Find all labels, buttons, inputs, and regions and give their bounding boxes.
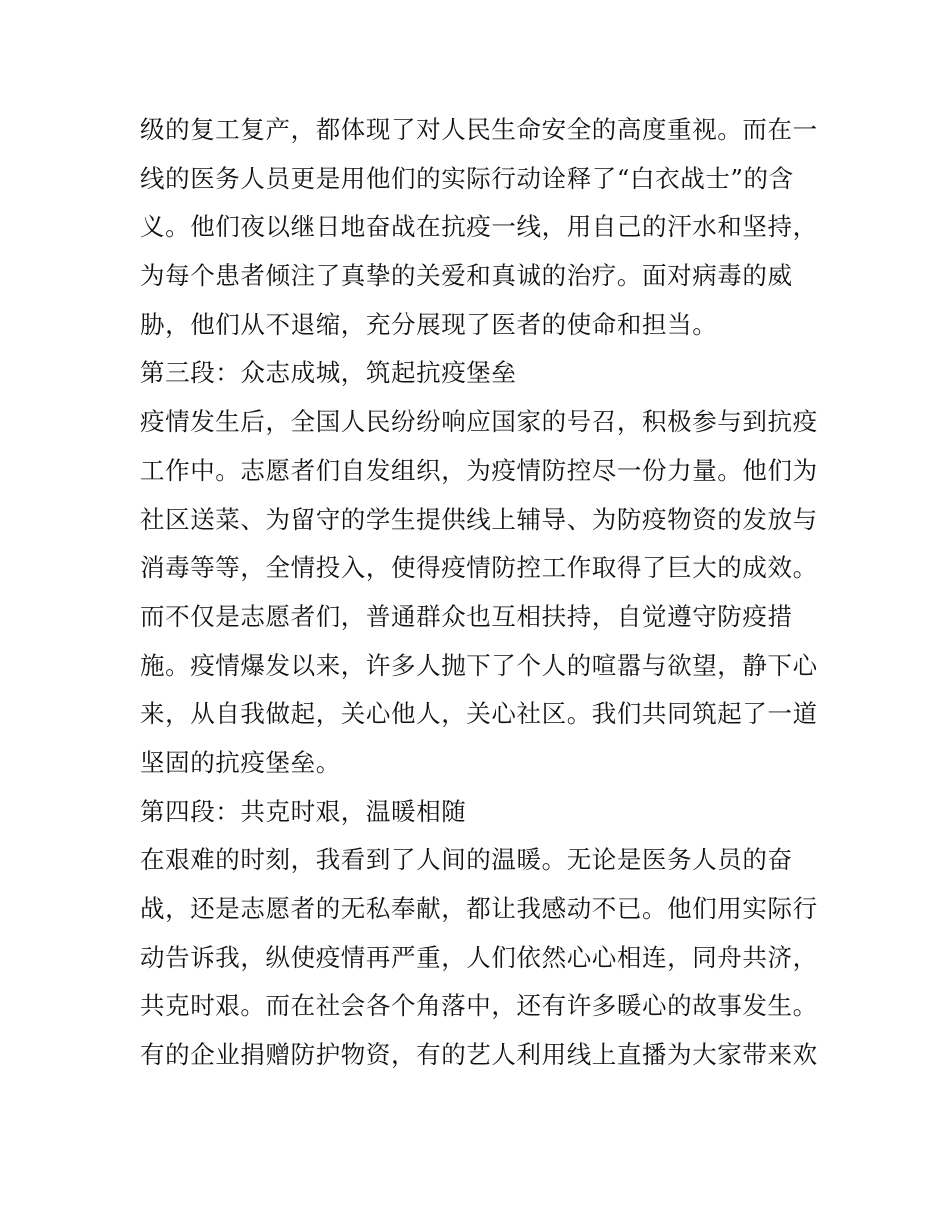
text-line: 社区送菜、为留守的学生提供线上辅导、为防疫物资的发放与 <box>140 504 818 534</box>
text-line: 共克时艰。而在社会各个角落中，还有许多暖心的故事发生。 <box>140 991 818 1021</box>
text-line: 疫情发生后，全国人民纷纷响应国家的号召，积极参与到抗疫 <box>140 407 818 437</box>
text-line: 坚固的抗疫堡垒。 <box>140 747 341 777</box>
text-line: 来，从自我做起，关心他人，关心社区。我们共同筑起了一道 <box>140 699 818 729</box>
section-heading: 第三段：众志成城，筑起抗疫堡垒 <box>140 358 517 388</box>
text-line: 而不仅是志愿者们，普通群众也互相扶持，自觉遵守防疫措 <box>140 601 793 631</box>
text-line: 消毒等等，全情投入，使得疫情防控工作取得了巨大的成效。 <box>140 553 818 583</box>
text-line: 线的医务人员更是用他们的实际行动诠释了“白衣战士”的含 <box>140 163 794 193</box>
text-line: 工作中。志愿者们自发组织，为疫情防控尽一份力量。他们为 <box>140 455 818 485</box>
document-body <box>140 106 820 1080</box>
text-line: 有的企业捐赠防护物资，有的艺人利用线上直播为大家带来欢 <box>140 1040 818 1070</box>
text-line: 战，还是志愿者的无私奉献，都让我感动不已。他们用实际行 <box>140 894 818 923</box>
text-line: 在艰难的时刻，我看到了人间的温暖。无论是医务人员的奋 <box>140 845 793 875</box>
text-line: 胁，他们从不退缩，充分展现了医者的使命和担当。 <box>140 309 718 339</box>
text-line: 级的复工复产，都体现了对人民生命安全的高度重视。而在一 <box>140 115 818 144</box>
text-line: 动告诉我，纵使疫情再严重，人们依然心心相连，同舟共济， <box>140 942 818 972</box>
text-line: 为每个患者倾注了真挚的关爱和真诚的治疗。面对病毒的威 <box>140 261 793 291</box>
text-line: 义。他们夜以继日地奋战在抗疫一线，用自己的汗水和坚持， <box>140 212 818 242</box>
text-line: 施。疫情爆发以来，许多人抛下了个人的喧嚣与欲望，静下心 <box>140 650 818 680</box>
section-heading: 第四段：共克时艰，温暖相随 <box>140 796 467 826</box>
